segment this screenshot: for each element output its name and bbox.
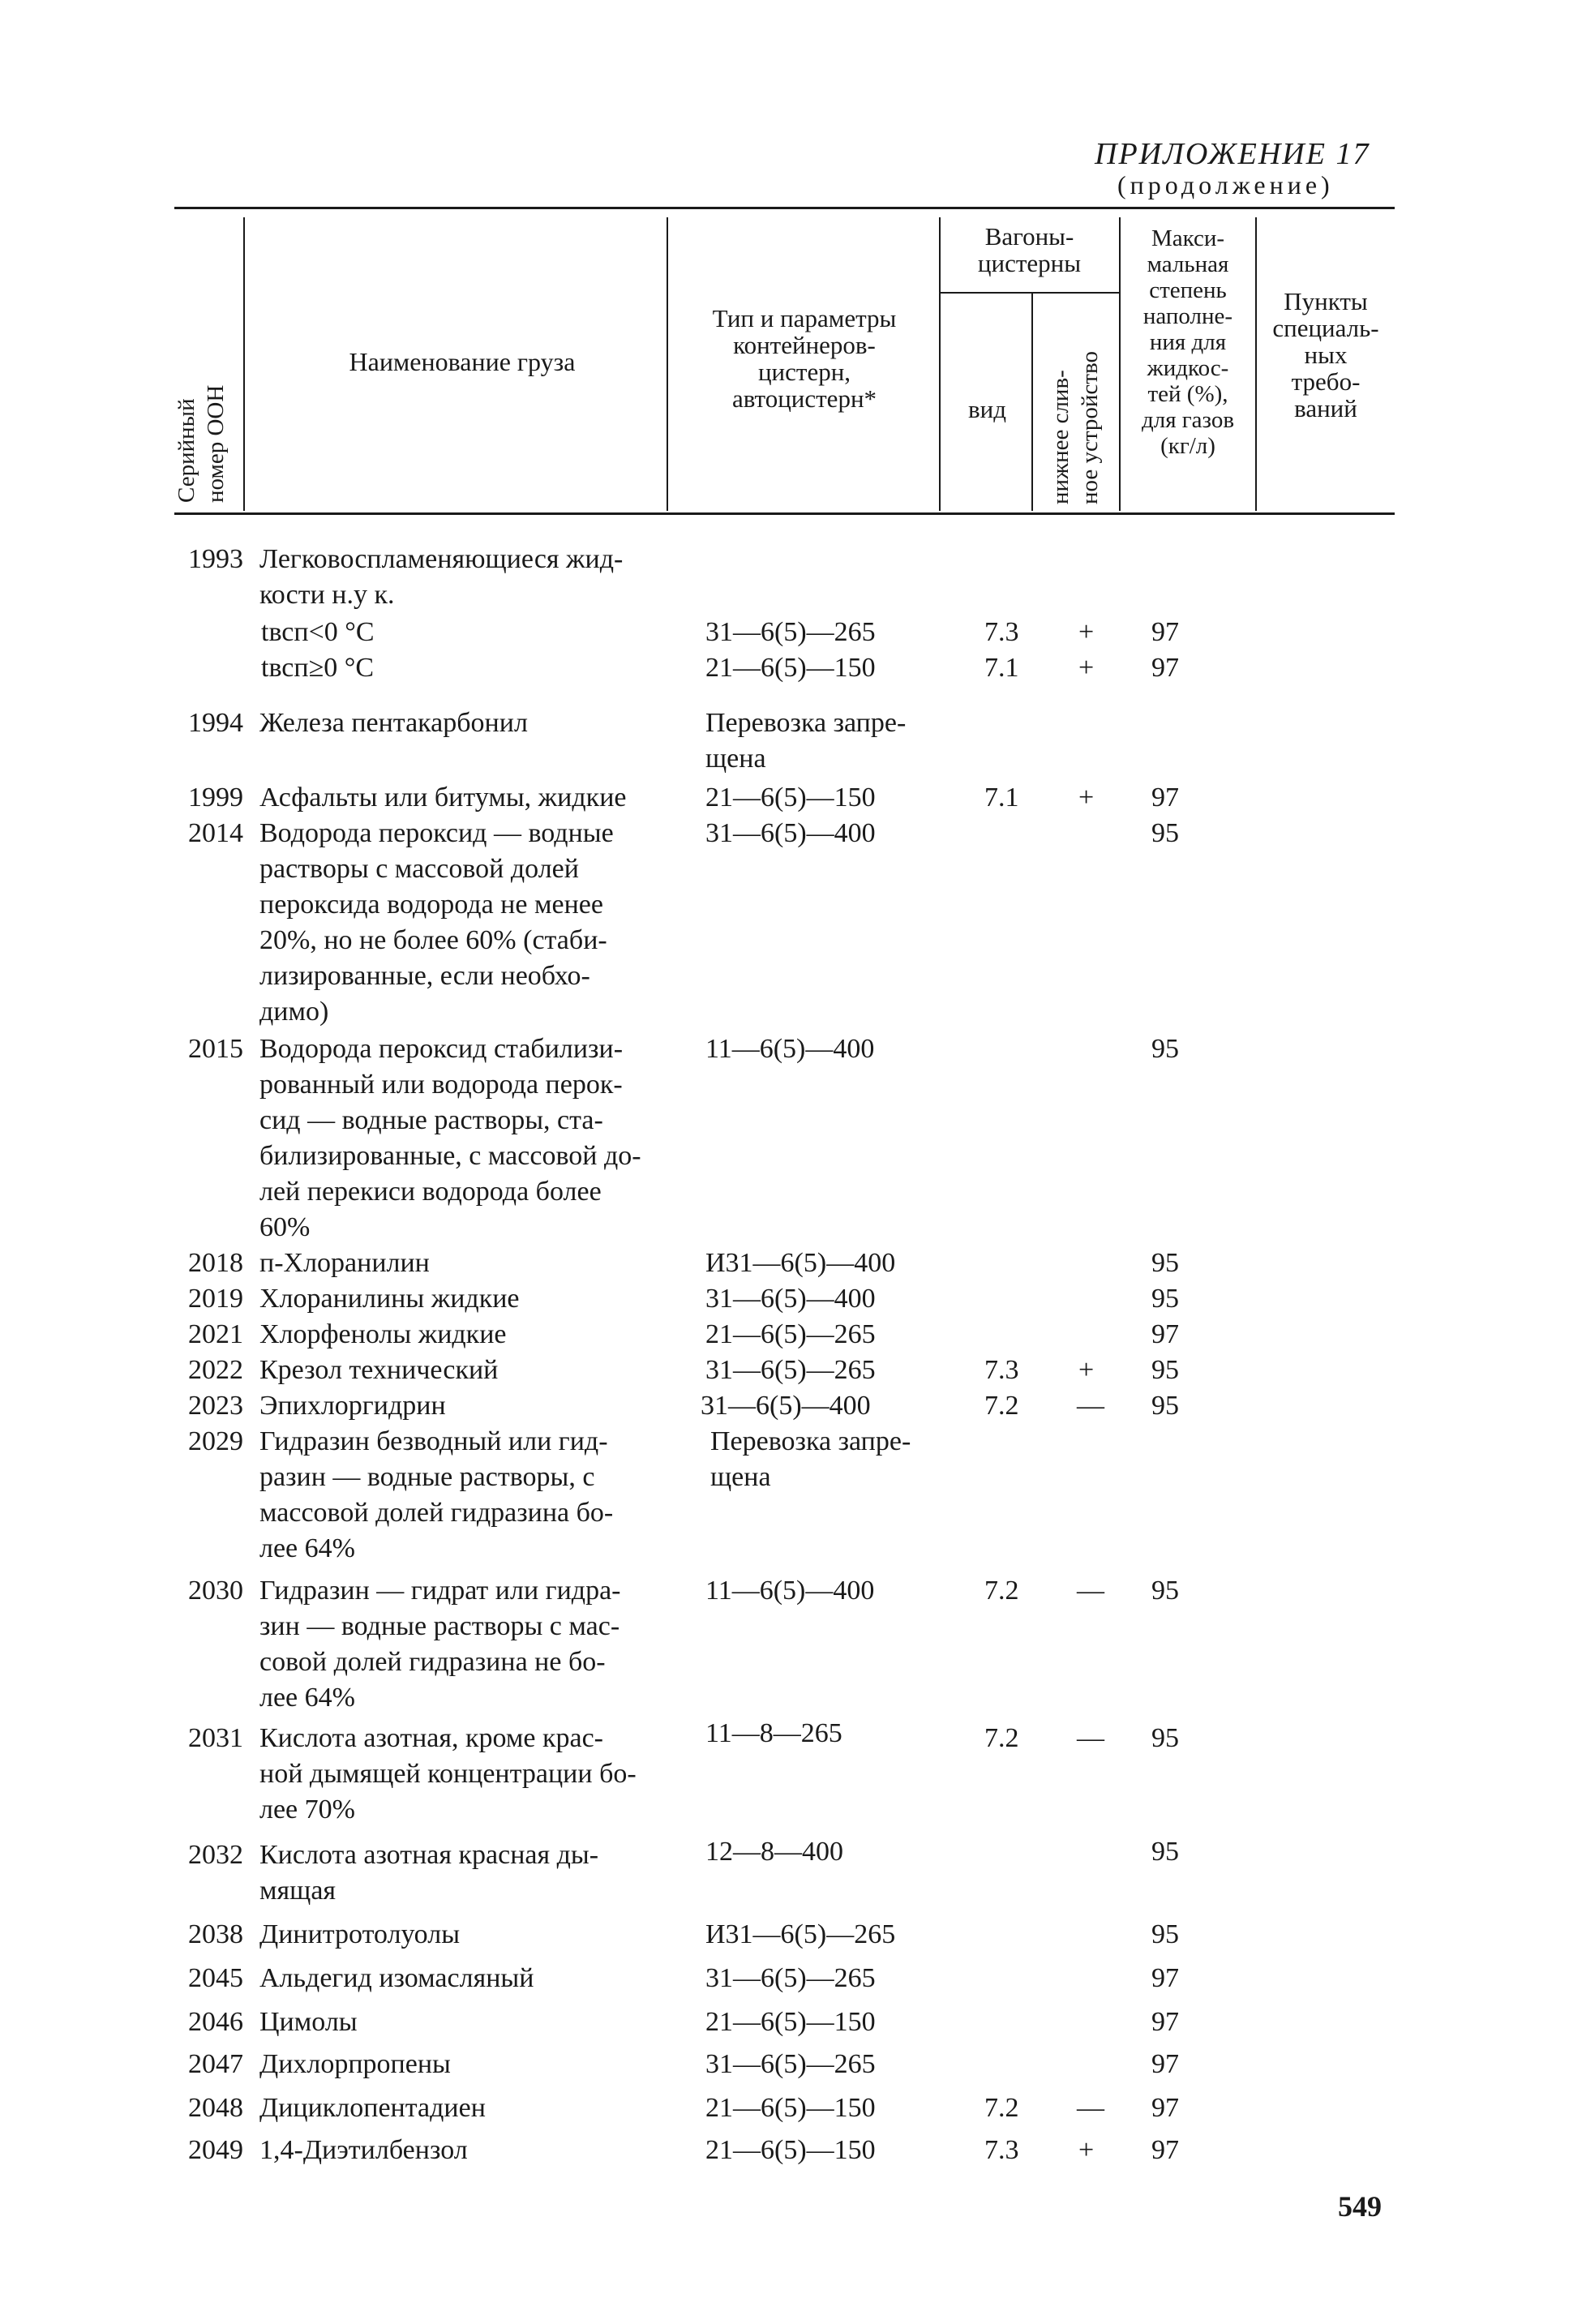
max-fill: 95 [1151,1837,1179,1867]
tank-type: 31—6(5)—400 [705,818,876,848]
un-number: 2029 [188,1426,243,1456]
tank-type: 21—6(5)—265 [705,1319,876,1349]
un-number: 2046 [188,2007,243,2037]
tank-type: Перевозка запре- [705,708,907,738]
col-sep-3 [939,217,941,511]
wagon-type: 7.1 [984,783,1019,813]
un-number: 2018 [188,1248,243,1278]
bottom-drain: + [1078,783,1095,813]
tank-type: И31—6(5)—265 [705,1919,896,1949]
col-sep-2 [667,217,668,511]
col-special-req: Пункты специаль- ных требо- ваний [1272,287,1379,422]
cargo-name: Дициклопентадиен [259,2093,486,2123]
col-cargo-name: Наименование груза [349,347,576,376]
tank-type: 31—6(5)—265 [705,2049,876,2079]
max-fill: 95 [1151,1576,1179,1606]
wagon-type: 7.2 [984,1576,1019,1606]
wagon-type: 7.3 [984,617,1019,647]
annex-title: ПРИЛОЖЕНИЕ 17 [1095,137,1370,171]
un-number: 2022 [188,1355,243,1385]
max-fill: 97 [1151,653,1179,683]
un-number: 2047 [188,2049,243,2079]
tank-type: 12—8—400 [705,1837,843,1867]
max-fill: 95 [1151,1391,1179,1421]
max-fill: 97 [1151,2007,1179,2037]
tank-type: 31—6(5)—400 [701,1391,871,1421]
wagon-type: 7.3 [984,2135,1019,2165]
max-fill: 95 [1151,1355,1179,1385]
tank-type: Перевозка запре- [710,1426,911,1456]
tank-type: 21—6(5)—150 [705,2007,876,2037]
cargo-name: Динитротолуолы [259,1919,461,1949]
wagon-type: 7.2 [984,2093,1019,2123]
max-fill: 95 [1151,1034,1179,1064]
un-number: 2032 [188,1840,243,1870]
cargo-name: Асфальты или битумы, жидкие [259,783,627,813]
page-number: 549 [1338,2190,1382,2223]
wagon-subrule [941,292,1119,294]
max-fill: 95 [1151,1248,1179,1278]
col-bottom-drain: нижнее слив- ное устройство [1048,351,1103,504]
max-fill: 95 [1151,1919,1179,1949]
un-number: 2023 [188,1391,243,1421]
bottom-drain: + [1078,1355,1095,1385]
cargo-name: п-Хлоранилин [259,1248,430,1278]
cargo-name: Эпихлоргидрин [259,1391,446,1421]
tank-type: 11—6(5)—400 [705,1576,875,1606]
tank-type: 31—6(5)—400 [705,1284,876,1314]
un-number: 1993 [188,544,243,574]
wagon-type: 7.3 [984,1355,1019,1385]
cargo-name: tвсп≥0 °С [261,653,375,683]
max-fill: 97 [1151,2135,1179,2165]
un-number: 2021 [188,1319,243,1349]
tank-type: 11—8—265 [705,1718,842,1748]
bottom-drain: — [1077,1576,1104,1606]
max-fill: 97 [1151,1319,1179,1349]
cargo-name: Хлорфенолы жидкие [259,1319,507,1349]
cargo-name: Кислота азотная, кроме крас- ной дымящей концентрации бо- лее 70% [259,1723,637,1824]
cargo-name: Гидразин — гидрат или гидра- зин — водные растворы с мас- совой долей гидразина не бо- лее 64% [259,1576,621,1713]
un-number: 2049 [188,2135,243,2165]
tank-type: 11—6(5)—400 [705,1034,875,1064]
cargo-name: Крезол технический [259,1355,499,1385]
un-number: 2015 [188,1034,243,1064]
col-wagons-group: Вагоны- цистерны [977,222,1082,277]
bottom-drain: + [1078,653,1095,683]
un-number: 2045 [188,1963,243,1993]
max-fill: 95 [1151,1284,1179,1314]
max-fill: 97 [1151,617,1179,647]
wagon-type: 7.1 [984,653,1019,683]
tank-type: 21—6(5)—150 [705,783,876,813]
un-number: 2031 [188,1723,243,1753]
max-fill: 97 [1151,783,1179,813]
cargo-name: Кислота азотная красная ды- мящая [259,1840,599,1906]
cargo-name: Железа пентакарбонил [259,708,528,738]
max-fill: 97 [1151,2049,1179,2079]
tank-type: И31—6(5)—400 [705,1248,896,1278]
tank-type: 21—6(5)—150 [705,2093,876,2123]
cargo-name: Водорода пероксид стабилизи- рованный или водорода перок- сид — водные растворы, ста- билизированные, с массовой до- лей перекиси водорода более 60% [259,1034,641,1242]
bottom-drain: — [1077,1723,1104,1753]
un-number: 2030 [188,1576,243,1606]
max-fill: 95 [1151,1723,1179,1753]
tank-type: 31—6(5)—265 [705,1355,876,1385]
cargo-name: Хлоранилины жидкие [259,1284,520,1314]
col-sep-4 [1031,294,1033,511]
header-top-rule [174,207,1395,209]
cargo-name: Водорода пероксид — водные растворы с массовой долей пероксида водорода не менее 20%, но не более 60% (стаби- лизированные, если необхо- димо) [259,818,614,1027]
tank-type-cont: щена [705,744,766,774]
un-number: 2038 [188,1919,243,1949]
col-max-fill: Макси- мальная степень наполне- ния для жидкос- тей (%), для газов (кг/л) [1141,225,1235,459]
max-fill: 95 [1151,818,1179,848]
cargo-name: 1,4-Диэтилбензол [259,2135,468,2165]
cargo-name: tвсп<0 °С [261,617,375,647]
bottom-drain: — [1077,2093,1104,2123]
un-number: 1999 [188,783,243,813]
col-tank-type: Тип и параметры контейнеров- цистерн, автоцистерн* [712,304,897,413]
un-number: 2014 [188,818,243,848]
tank-type: 31—6(5)—265 [705,1963,876,1993]
max-fill: 97 [1151,2093,1179,2123]
cargo-name: Цимолы [259,2007,358,2037]
bottom-drain: — [1077,1391,1104,1421]
wagon-type: 7.2 [984,1391,1019,1421]
col-wagon-type: вид [968,395,1006,423]
tank-type: 31—6(5)—265 [705,617,876,647]
cargo-name: Легковоспламеняющиеся жид- кости н.у к. [259,544,624,610]
tank-type: 21—6(5)—150 [705,653,876,683]
cargo-name: Дихлорпропены [259,2049,451,2079]
col-un-number: Серийный номер ООН [174,384,229,503]
un-number: 2019 [188,1284,243,1314]
cargo-name: Альдегид изомасляный [259,1963,534,1993]
tank-type: 21—6(5)—150 [705,2135,876,2165]
bottom-drain: + [1078,2135,1095,2165]
un-number: 2048 [188,2093,243,2123]
col-sep-1 [243,217,245,511]
continuation-label: (продолжение) [1117,170,1334,199]
un-number: 1994 [188,708,243,738]
cargo-name: Гидразин безводный или гид- разин — водные растворы, с массовой долей гидразина бо- лее 64% [259,1426,614,1563]
wagon-type: 7.2 [984,1723,1019,1753]
tank-type-cont: щена [710,1462,771,1492]
max-fill: 97 [1151,1963,1179,1993]
bottom-drain: + [1078,617,1095,647]
header-bottom-rule [174,512,1395,515]
